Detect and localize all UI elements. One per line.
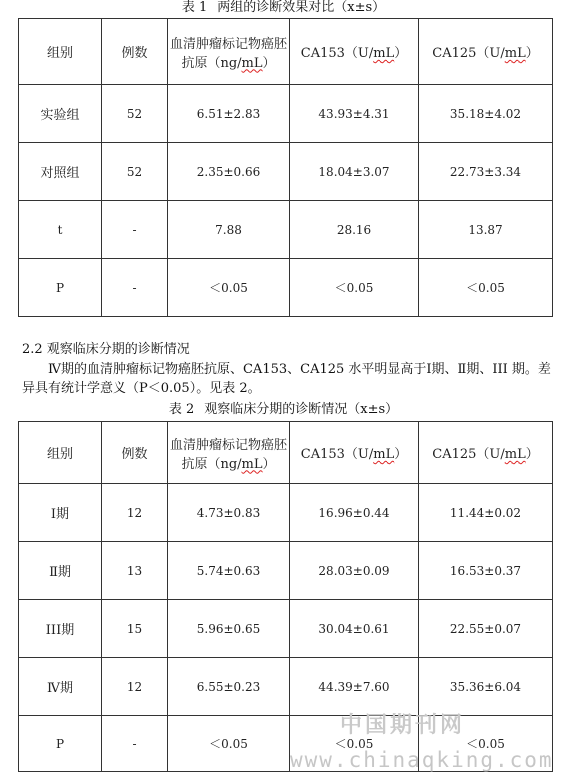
table2-header-count: 例数 xyxy=(102,422,168,484)
table-cell: 12 xyxy=(102,484,168,542)
watermark-url: www.chinaqking.com xyxy=(290,748,554,772)
table1-header-ca153: CA153（U/mL） xyxy=(290,19,419,85)
table-cell: 52 xyxy=(102,85,168,143)
table1-caption-text: 两组的诊断效果对比（x±s） xyxy=(217,0,386,15)
table-cell: 7.88 xyxy=(168,201,290,259)
table-cell: 35.36±6.04 xyxy=(419,658,553,716)
section-heading: 2.2 观察临床分期的诊断情况 xyxy=(22,342,190,357)
table-cell: 实验组 xyxy=(19,85,102,143)
table2-header-ca125: CA125（U/mL） xyxy=(419,422,553,484)
unit-spellcheck-mark: mL xyxy=(504,447,526,462)
table-cell: 18.04±3.07 xyxy=(290,143,419,201)
table-cell: 13 xyxy=(102,542,168,600)
table-cell: 12 xyxy=(102,658,168,716)
table1-caption xyxy=(0,0,567,16)
table-cell: 16.53±0.37 xyxy=(419,542,553,600)
table-cell: 30.04±0.61 xyxy=(290,600,419,658)
table-cell: 28.16 xyxy=(290,201,419,259)
table-cell: III期 xyxy=(19,600,102,658)
watermark-site-name: 中国期刊网 xyxy=(340,712,466,738)
table-cell: ＜0.05 xyxy=(168,259,290,317)
table-cell: 6.55±0.23 xyxy=(168,658,290,716)
unit-spellcheck-mark: mL xyxy=(504,46,526,61)
table-cell: Ⅰ期 xyxy=(19,484,102,542)
table2-caption-label: 表 2 xyxy=(168,402,195,417)
section-paragraph xyxy=(22,360,552,398)
table-row xyxy=(19,143,553,201)
table1-header-row xyxy=(19,19,553,85)
table2-header-ca153: CA153（U/mL） xyxy=(290,422,419,484)
table-cell: 5.74±0.63 xyxy=(168,542,290,600)
table-cell: 28.03±0.09 xyxy=(290,542,419,600)
table-cell: ＜0.05 xyxy=(419,259,553,317)
table-row xyxy=(19,542,553,600)
table-row xyxy=(19,85,553,143)
table-cell: 15 xyxy=(102,600,168,658)
unit-spellcheck-mark: mL xyxy=(373,46,395,61)
unit-spellcheck-mark: mL xyxy=(241,456,263,472)
table1 xyxy=(18,18,553,317)
table2 xyxy=(18,421,553,772)
table-cell: P xyxy=(19,716,102,772)
table-cell: Ⅱ期 xyxy=(19,542,102,600)
table-cell: 5.96±0.65 xyxy=(168,600,290,658)
table-row xyxy=(19,484,553,542)
table-cell: - xyxy=(102,259,168,317)
table-cell: 4.73±0.83 xyxy=(168,484,290,542)
section-paragraph-text: Ⅳ期的血清肿瘤标记物癌胚抗原、CA153、CA125 水平明显高于Ⅰ期、Ⅱ期、III 期。差异具有统计学意义（P＜0.05）。见表 2。 xyxy=(22,362,551,396)
table-cell: 22.73±3.34 xyxy=(419,143,553,201)
unit-spellcheck-mark: mL xyxy=(373,447,395,462)
table-cell: 16.96±0.44 xyxy=(290,484,419,542)
table-cell: 35.18±4.02 xyxy=(419,85,553,143)
table1-header-group: 组别 xyxy=(19,19,102,85)
table1-caption-label: 表 1 xyxy=(181,0,208,15)
table-cell: 22.55±0.07 xyxy=(419,600,553,658)
table-cell: P xyxy=(19,259,102,317)
table-cell: 2.35±0.66 xyxy=(168,143,290,201)
table-cell: 6.51±2.83 xyxy=(168,85,290,143)
table-cell: - xyxy=(102,716,168,772)
table-cell: 43.93±4.31 xyxy=(290,85,419,143)
table-cell: Ⅳ期 xyxy=(19,658,102,716)
table-cell: t xyxy=(19,201,102,259)
table1-header-count: 例数 xyxy=(102,19,168,85)
table-row xyxy=(19,259,553,317)
table-row xyxy=(19,600,553,658)
table-row xyxy=(19,658,553,716)
table2-caption-text: 观察临床分期的诊断情况（x±s） xyxy=(204,402,399,417)
table2-header-row xyxy=(19,422,553,484)
table-cell: ＜0.05 xyxy=(290,716,419,772)
table1-header-ca125: CA125（U/mL） xyxy=(419,19,553,85)
table-cell: ＜0.05 xyxy=(419,716,553,772)
table-cell: ＜0.05 xyxy=(290,259,419,317)
table-cell: 11.44±0.02 xyxy=(419,484,553,542)
table-cell: 52 xyxy=(102,143,168,201)
table2-caption xyxy=(0,402,567,418)
table2-header-group: 组别 xyxy=(19,422,102,484)
table-cell: 对照组 xyxy=(19,143,102,201)
table-cell: - xyxy=(102,201,168,259)
table-cell: 13.87 xyxy=(419,201,553,259)
table-row xyxy=(19,201,553,259)
table-cell: 44.39±7.60 xyxy=(290,658,419,716)
table1-header-cea: 血清肿瘤标记物癌胚抗原（ng/mL） xyxy=(168,19,290,85)
table2-header-cea: 血清肿瘤标记物癌胚抗原（ng/mL） xyxy=(168,422,290,484)
unit-spellcheck-mark: mL xyxy=(241,55,263,71)
table-cell: ＜0.05 xyxy=(168,716,290,772)
